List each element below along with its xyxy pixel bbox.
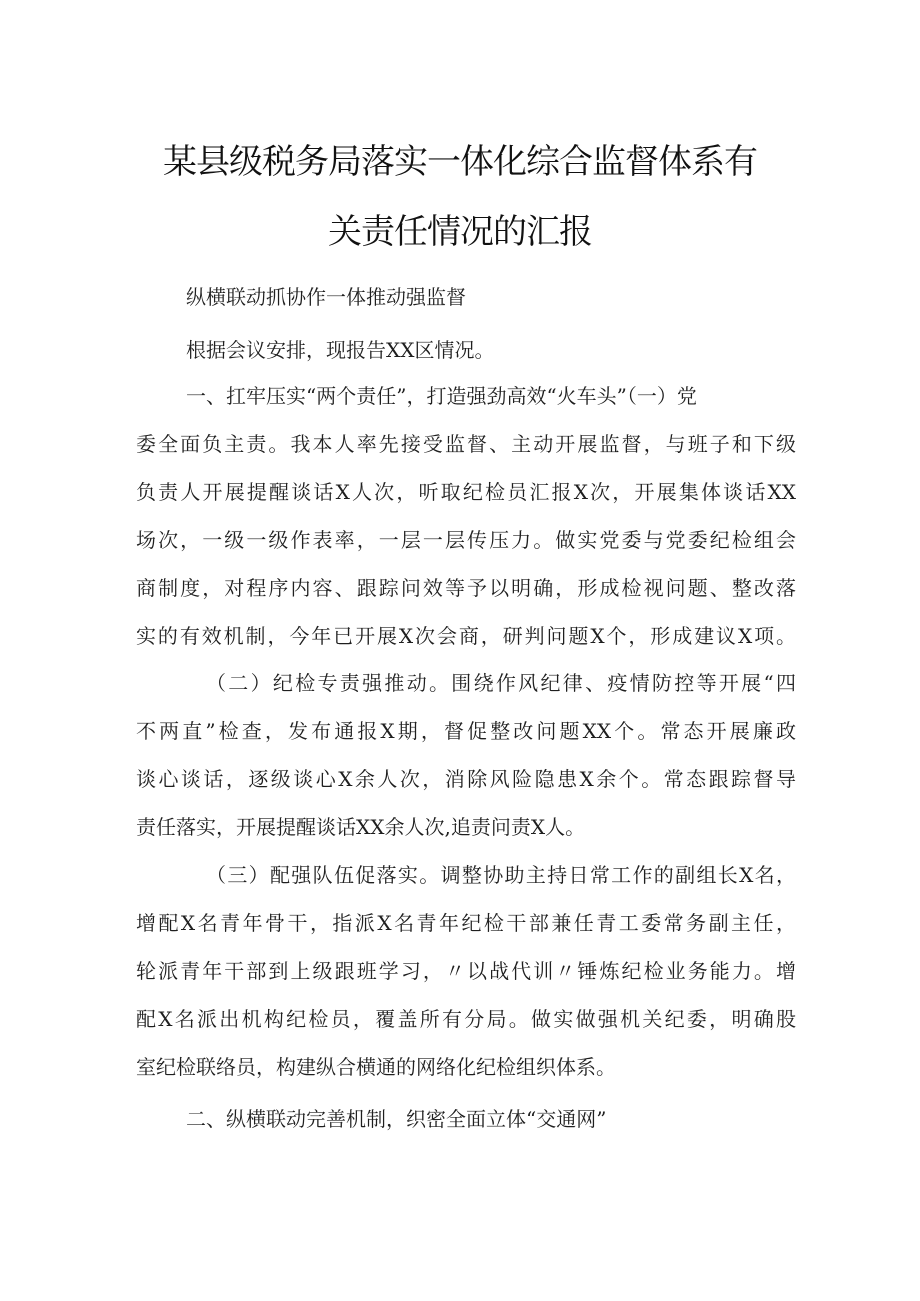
body-line: 实的有效机制，今年已开展X次会商，研判问题X个，形成建议X项。 — [136, 624, 796, 648]
intro-line: 根据会议安排，现报告XX区情况。 — [186, 338, 495, 362]
section-2-heading-line: 二、纵横联动完善机制，织密全面立体“交通网” — [186, 1107, 607, 1131]
body-line: 增配X名青年骨干，指派X名青年纪检干部兼任青工委常务副主任， — [136, 911, 796, 935]
body-line: （二）纪检专责强推动。围绕作风纪律、疫情防控等开展“四 — [206, 671, 796, 695]
body-line: 商制度，对程序内容、跟踪问效等予以明确，形成检视问题、整改落 — [136, 576, 796, 600]
body-line: 谈心谈话，逐级谈心X余人次，消除风险隐患X余个。常态跟踪督导 — [136, 767, 796, 791]
document-title-line-2: 关责任情况的汇报 — [328, 212, 592, 252]
body-line: 场次，一级一级作表率，一层一层传压力。做实党委与党委纪检组会 — [136, 528, 796, 552]
body-line: 轮派青年干部到上级跟班学习，〃以战代训〃锤炼纪检业务能力。增 — [136, 959, 796, 983]
body-line: 配X名派出机构纪检员，覆盖所有分局。做实做强机关纪委，明确股 — [136, 1007, 796, 1031]
section-1-heading-line: 一、扛牢压实“两个责任”，打造强劲高效“火车头”（一）党 — [186, 384, 697, 408]
body-line: （三）配强队伍促落实。调整协助主持日常工作的副组长X名， — [206, 863, 796, 887]
document-title-line-1: 某县级税务局落实一体化综合监督体系有 — [163, 142, 757, 182]
body-line: 不两直”检查，发布通报X期，督促整改问题XX个。常态开展廉政 — [136, 719, 796, 743]
body-line: 室纪检联络员，构建纵合横通的网络化纪检组织体系。 — [136, 1055, 616, 1079]
body-line: 负责人开展提醒谈话X人次，听取纪检员汇报X次，开展集体谈话XX — [136, 480, 796, 504]
body-line: 责任落实，开展提醒谈话XX余人次,追责问责X人。 — [136, 815, 586, 839]
body-line: 委全面负主责。我本人率先接受监督、主动开展监督，与班子和下级 — [136, 432, 796, 456]
subtitle-line: 纵横联动抓协作一体推动强监督 — [186, 285, 466, 309]
